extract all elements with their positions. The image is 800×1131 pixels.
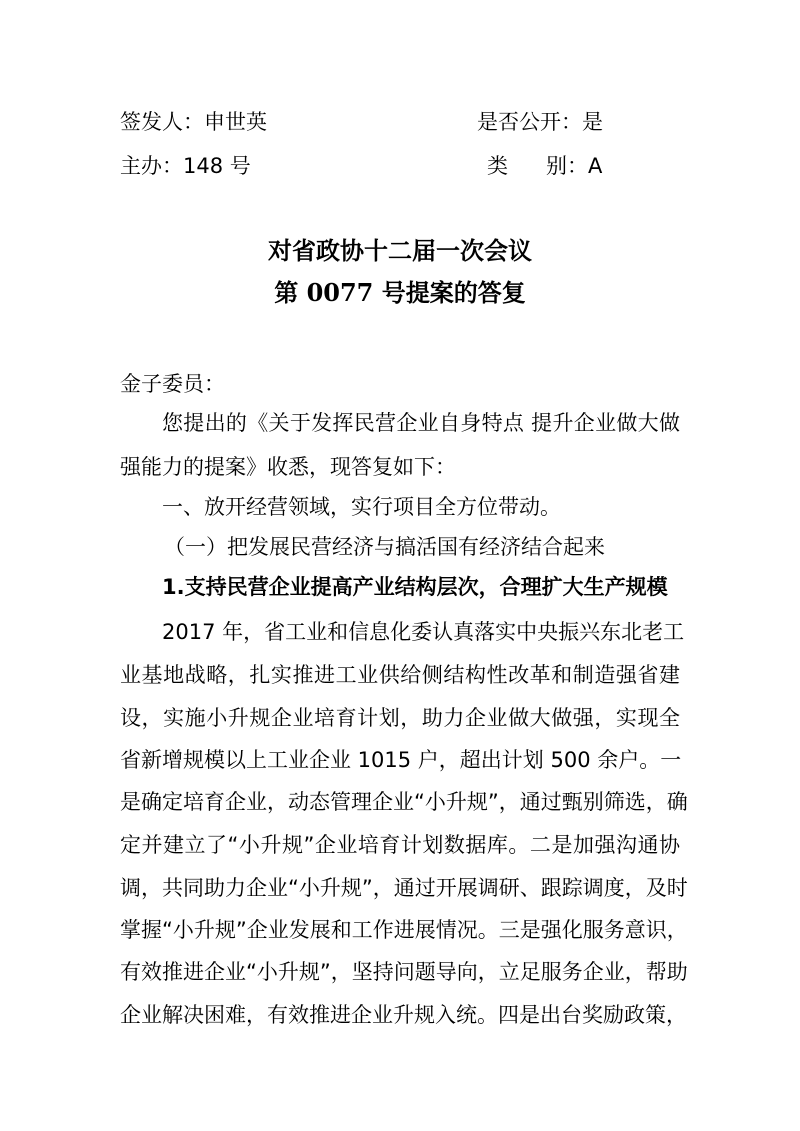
section-heading-1: 一、放开经营领域，实行项目全方位带动。 bbox=[162, 495, 561, 519]
paragraph-line: 掌握“小升规”企业发展和工作进展情况。三是强化服务意识， bbox=[120, 918, 688, 942]
paragraph-line: 业基地战略，扎实推进工业供给侧结构性改革和制造强省建 bbox=[120, 663, 680, 687]
paragraph-line: 有效推进企业“小升规”，坚持问题导向，立足服务企业，帮助 bbox=[120, 960, 688, 984]
document-title-line-2: 第 0077 号提案的答复 bbox=[274, 278, 526, 307]
paragraph-line: 企业解决困难，有效推进企业升规入统。四是出台奖励政策， bbox=[120, 1003, 687, 1027]
category-value: 别：A bbox=[546, 154, 603, 178]
paragraph-line: 是确定培育企业，动态管理企业“小升规”，通过甄别筛选，确 bbox=[120, 790, 688, 814]
paragraph-line: 2017 年，省工业和信息化委认真落实中央振兴东北老工 bbox=[162, 620, 685, 644]
host-number-label: 主办：148 号 bbox=[120, 154, 251, 178]
document-title-line-1: 对省政协十二届一次会议 bbox=[268, 236, 532, 265]
public-status-label: 是否公开：是 bbox=[477, 110, 603, 134]
subsection-heading-1: （一）把发展民营经济与搞活国有经济结合起来 bbox=[164, 535, 605, 559]
paragraph-line: 调，共同助力企业“小升规”，通过开展调研、跟踪调度，及时 bbox=[120, 876, 688, 900]
intro-line-1: 您提出的《关于发挥民营企业自身特点 提升企业做大做 bbox=[162, 411, 680, 435]
item-heading-1: 1.支持民营企业提高产业结构层次，合理扩大生产规模 bbox=[162, 575, 668, 599]
category-label: 类 bbox=[487, 154, 508, 178]
paragraph-line: 设，实施小升规企业培育计划，助力企业做大做强，实现全 bbox=[120, 706, 680, 730]
intro-line-2: 强能力的提案》收悉，现答复如下： bbox=[120, 455, 456, 479]
salutation: 金子委员： bbox=[120, 372, 225, 396]
paragraph-line: 省新增规模以上工业企业 1015 户，超出计划 500 余户。一 bbox=[120, 748, 682, 772]
paragraph-line: 定并建立了“小升规”企业培育计划数据库。二是加强沟通协 bbox=[120, 833, 680, 857]
signer-label: 签发人：申世英 bbox=[120, 110, 267, 134]
